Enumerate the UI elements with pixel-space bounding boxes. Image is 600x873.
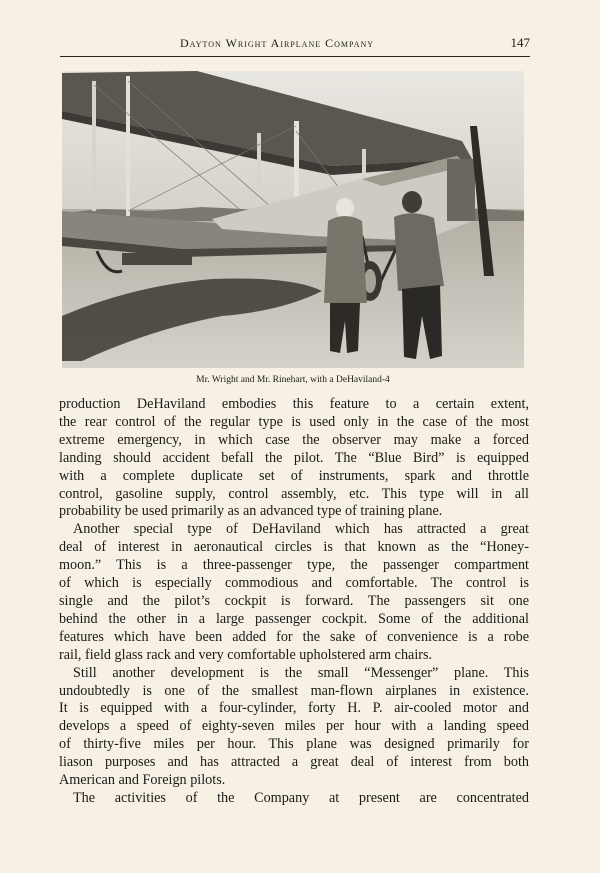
text-line: American and Foreign pilots. <box>59 772 226 789</box>
text-line: Still another development is the small “Messenger” plane. This <box>73 664 529 681</box>
text-line: of thirty-five miles per hour. This plane was designed primarily for <box>59 736 529 753</box>
text-line: the rear control of the regular type is used only in the case of the most <box>59 413 529 430</box>
text-line: production DeHaviland embodies this feature to a certain extent, <box>59 396 529 412</box>
text-line: probability be used primarily as an advanced type of training plane. <box>59 503 443 520</box>
text-line: The activities of the Company at present are concentrated <box>73 789 529 806</box>
text-line: undoubtedly is one of the smallest man-flown airplanes in existence. <box>59 682 529 699</box>
text-line: control, gasoline supply, control assembly, etc. This type will in all <box>59 485 529 502</box>
text-line: liason purposes and has attracted a great deal of interest from both <box>59 754 529 771</box>
page-number: 147 <box>510 35 530 50</box>
text-line: moon.” This is a three-passenger type, the passenger compartment <box>59 557 529 574</box>
text-line: It is equipped with a four-cylinder, forty H. P. air-cooled motor and <box>59 700 529 717</box>
airplane-photograph <box>62 71 524 368</box>
text-line: deal of interest in aeronautical circles is that known as the “Honey- <box>59 539 529 556</box>
text-line: develops a speed of eighty-seven miles per hour with a landing speed <box>59 718 529 735</box>
text-line: with a complete duplicate set of instruments, spark and throttle <box>59 467 529 484</box>
running-title: Dayton Wright Airplane Company <box>180 36 375 50</box>
text-line: rail, field glass rack and very comfortable upholstered arm chairs. <box>59 646 433 663</box>
text-line: Another special type of DeHaviland which has attracted a great <box>73 521 529 538</box>
text-line: extreme emergency, in which case the observer may make a forced <box>59 431 529 448</box>
text-line: landing should accident befall the pilot. The “Blue Bird” is equipped <box>59 449 529 466</box>
page-header <box>60 34 530 57</box>
text-line: of which is especially commodious and comfortable. The control is <box>59 575 529 592</box>
figure-caption: Mr. Wright and Mr. Rinehart, with a DeHaviland-4 <box>196 375 390 385</box>
body-text <box>59 396 529 808</box>
text-line: behind the other in a large passenger cockpit. Some of the additional <box>59 610 529 627</box>
text-line: single and the pilot’s cockpit is forward. The passengers sit one <box>59 592 529 609</box>
text-line: features which have been added for the sake of convenience is a robe <box>59 628 529 645</box>
